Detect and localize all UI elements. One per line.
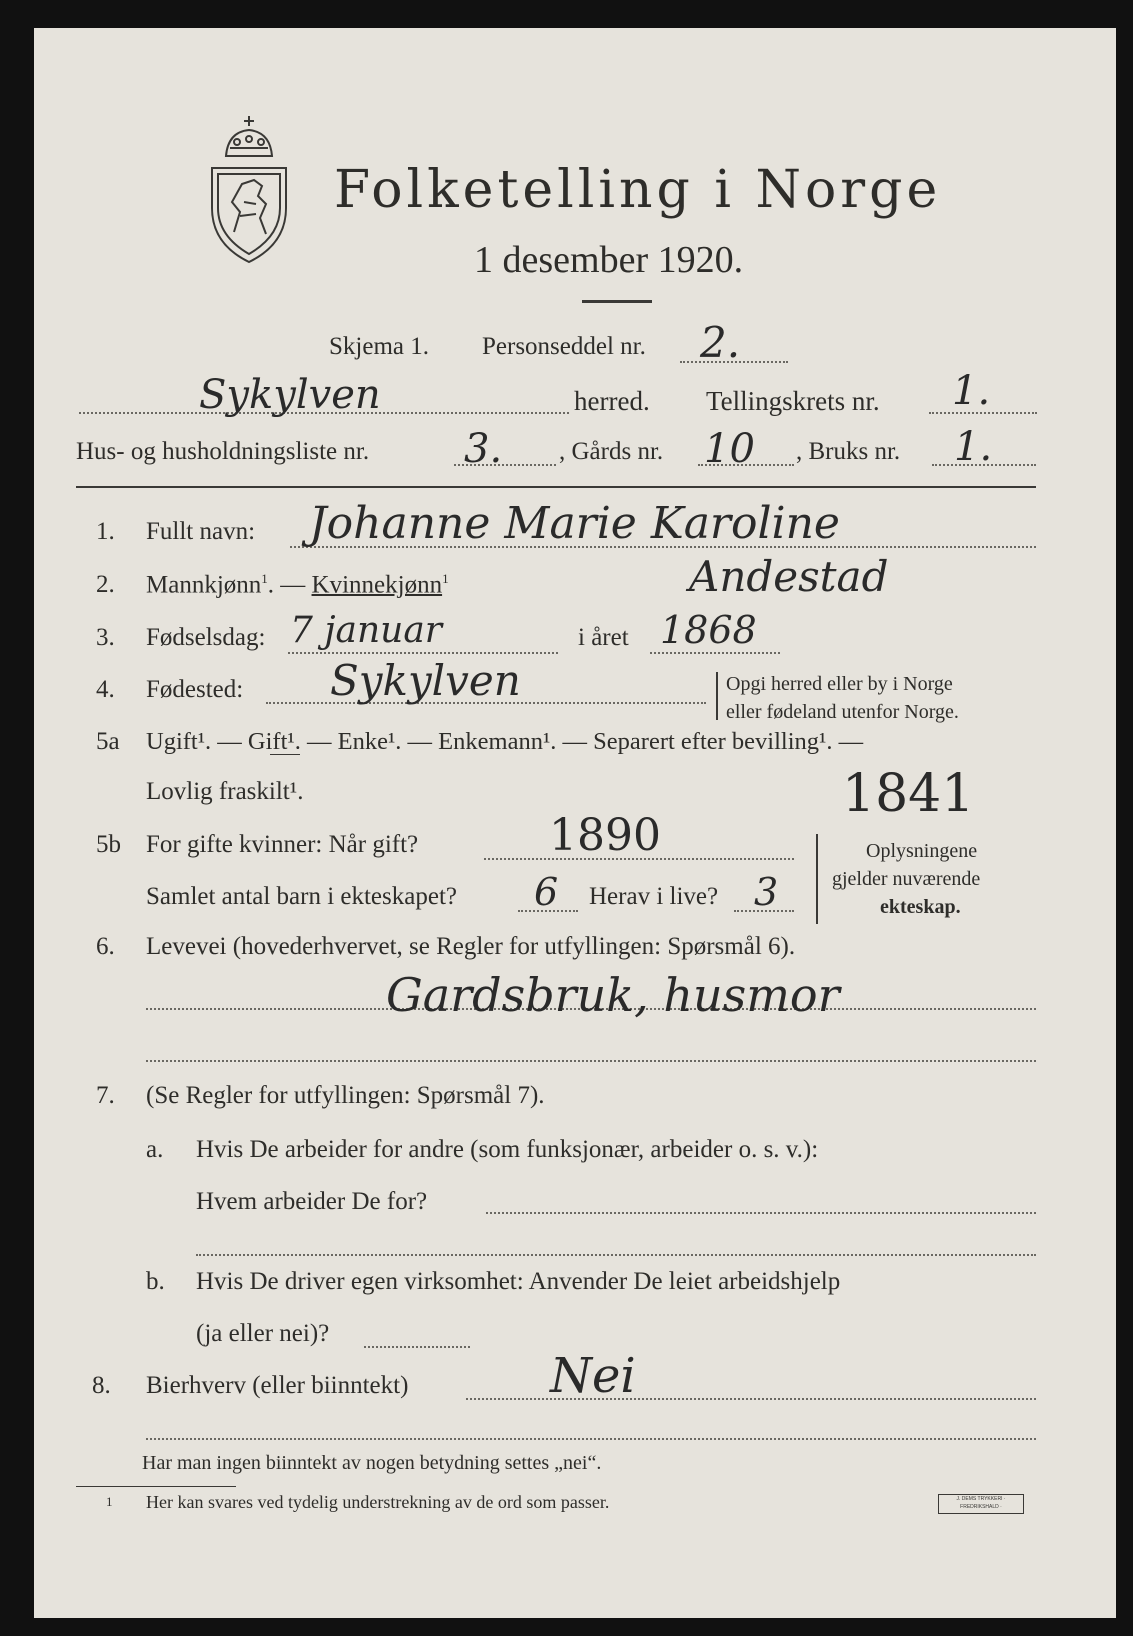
bruks-field[interactable]: 1. xyxy=(954,424,993,470)
children-alive-field[interactable]: 3 xyxy=(754,870,779,914)
birthplace-note-2: eller fødeland utenfor Norge. xyxy=(726,701,959,723)
hired-help-label: (ja eller nei)? xyxy=(196,1320,330,1347)
marriage-note-2: gjelder nuværende xyxy=(832,868,981,890)
personseddel-field[interactable]: 2. xyxy=(700,318,741,367)
gards-field[interactable]: 10 xyxy=(704,426,755,472)
option-mannkjonn[interactable]: Mannkjønn xyxy=(146,571,262,599)
personseddel-label: Personseddel nr. xyxy=(482,333,646,360)
married-when-field[interactable]: 1890 xyxy=(549,810,661,861)
form-title: Folketelling i Norge xyxy=(334,160,942,220)
occupation-label: Levevei (hovederhvervet, se Regler for utfyllingen: Spørsmål 6). xyxy=(146,933,796,960)
q7a-text: Hvis De arbeider for andre (som funksjonær, arbeider o. s. v.): xyxy=(196,1136,819,1163)
surname-field[interactable]: Andestad xyxy=(689,552,889,601)
footnote-divider xyxy=(76,1486,236,1487)
employer-label: Hvem arbeider De for? xyxy=(196,1188,428,1215)
skjema-label: Skjema 1. xyxy=(329,333,429,360)
gender-options: Mannkjønn$^1$. — Kvinnekjønn$^1$ xyxy=(146,571,449,599)
coat-of-arms-icon xyxy=(204,112,294,268)
option-kvinnekjonn[interactable]: Kvinnekjønn xyxy=(311,571,443,599)
birthday-field[interactable]: 7 januar xyxy=(290,610,443,651)
birth-year-field[interactable]: 1868 xyxy=(660,608,757,652)
children-field[interactable]: 6 xyxy=(534,870,559,914)
full-name-field[interactable]: Johanne Marie Karoline xyxy=(309,498,840,549)
header-divider xyxy=(76,486,1036,488)
husliste-field[interactable]: 3. xyxy=(464,426,503,472)
side-income-note: Har man ingen biinntekt av nogen betydning settes „nei“. xyxy=(142,1452,602,1474)
form-date: 1 desember 1920. xyxy=(474,239,744,281)
marital-status-options[interactable]: Ugift¹. — Gift¹. — Enke¹. — Enkemann¹. — Separert efter bevilling¹. — xyxy=(146,728,864,755)
q7-label: (Se Regler for utfyllingen: Spørsmål 7). xyxy=(146,1082,545,1109)
gards-label: , Gårds nr. xyxy=(559,438,664,465)
birthplace-field[interactable]: Sykylven xyxy=(330,656,521,705)
printer-stamp: J. DEMS TRYKKERI · FREDRIKSHALD · xyxy=(938,1494,1024,1514)
birth-year-label: i året xyxy=(578,624,629,651)
herred-field[interactable]: Sykylven xyxy=(199,372,381,418)
herred-label: herred. xyxy=(574,386,650,416)
q7b-text: Hvis De driver egen virksomhet: Anvender De leiet arbeidshjelp xyxy=(196,1268,841,1295)
employer-field[interactable] xyxy=(486,1212,1036,1214)
hired-help-field[interactable] xyxy=(364,1346,470,1348)
husliste-label: Hus- og husholdningsliste nr. xyxy=(76,438,370,465)
tellingskrets-field[interactable]: 1. xyxy=(952,368,991,414)
side-income-label: Bierhverv (eller biinntekt) xyxy=(146,1372,409,1399)
title-divider xyxy=(582,300,652,303)
children-alive-label: Herav i live? xyxy=(589,883,719,910)
marital-status-line2[interactable]: Lovlig fraskilt¹. xyxy=(146,778,304,805)
marriage-note-3: ekteskap. xyxy=(880,896,961,918)
bruks-label: , Bruks nr. xyxy=(796,438,901,465)
birthplace-note-1: Opgi herred eller by i Norge xyxy=(726,673,953,695)
married-when-label: For gifte kvinner: Når gift? xyxy=(146,831,419,858)
children-label: Samlet antal barn i ekteskapet? xyxy=(146,883,457,910)
occupation-field[interactable]: Gardsbruk, husmor xyxy=(386,968,840,1022)
extra-year-annotation: 1841 xyxy=(842,764,975,824)
marriage-note-1: Oplysningene xyxy=(866,840,978,862)
census-form-page: Folketelling i Norge 1 desember 1920. Skjema 1. Personseddel nr. 2. Sykylven herred. Tellingskrets nr. 1. Hus- og husholdningsliste nr. 3. , Gårds nr. 10 , Bruks nr. 1. 1. Fullt navn: Johanne Marie Karoline Andestad 2. Mannkjønn$^1$. — Kvinnekjønn$^1$ 3. Fødselsdag: 7 januar i året 1868 4. Fødested: Sykylven Opgi herred eller by i Norge eller fødeland utenfor Norge. 5a Ugift¹. — Gift¹. — Enke¹. — Enkemann¹. — Separert efter bevilling¹. — Lovlig fraskilt¹. 1841 5b For gifte kvinner: Når gift? 1890 Samlet antal barn i ekteskapet? 6 Herav i live? 3 Oplysningene gjelder nuværende ekteskap. 6. Levevei (hovederhvervet, se Regler for utfyllingen: Spørsmål 6). Gardsbruk, husmor 7. (Se Regler for utfyllingen: Spørsmål 7). a. Hvis De arbeider for andre (som funksjonær, arbeider o. s. v.): Hvem arbeider De for? b. Hvis De driver egen virksomhet: Anvender De leiet arbeidshjelp (ja eller nei)? 8. Bierhverv (eller biinntekt) Nei Har man ingen biinntekt av nogen betydning settes „nei“. 1 Her kan svares ved tydelig understrekning av de ord som passer. J. DEMS TRYKKERI · FREDRIKSHALD · xyxy=(34,28,1116,1618)
footnote: Her kan svares ved tydelig understrekning av de ord som passer. xyxy=(146,1492,610,1512)
tellingskrets-label: Tellingskrets nr. xyxy=(706,386,880,416)
birthday-label: Fødselsdag: xyxy=(146,624,266,651)
side-income-field[interactable]: Nei xyxy=(550,1348,636,1404)
full-name-label: Fullt navn: xyxy=(146,518,256,545)
birthplace-label: Fødested: xyxy=(146,676,244,703)
